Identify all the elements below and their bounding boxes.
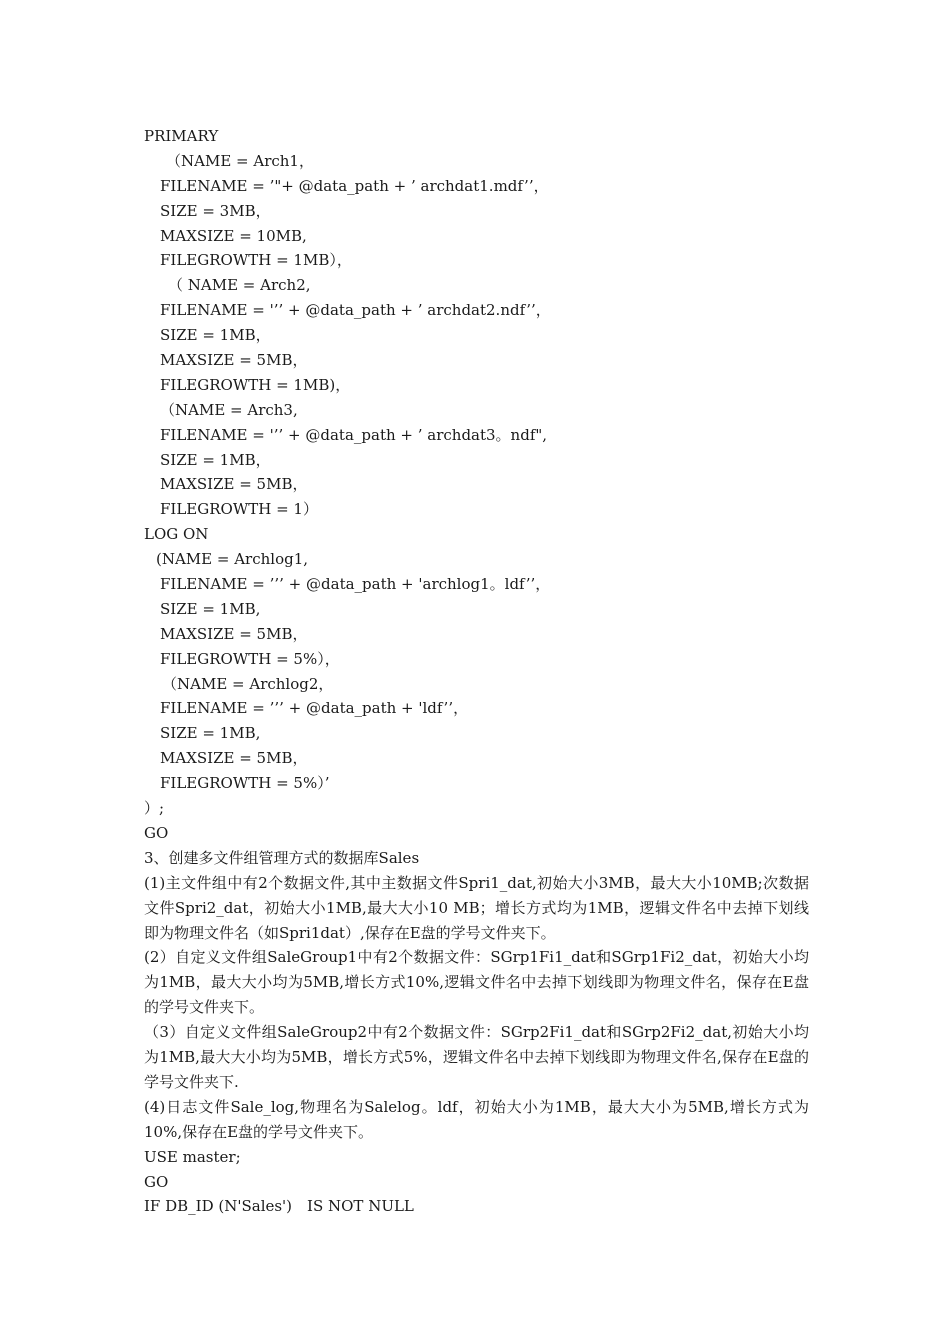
- code-line: FILEGROWTH = 1MB），: [160, 251, 352, 270]
- code-line: GO: [144, 1172, 169, 1191]
- code-line: ）;: [144, 799, 165, 818]
- document-body: [144, 124, 809, 1219]
- section-heading: 3、创建多文件组管理方式的数据库Sales: [144, 848, 420, 867]
- code-line: LOG ON: [144, 525, 209, 544]
- code-line: PRIMARY: [144, 127, 219, 145]
- requirement-paragraph: （3）自定义文件组SaleGroup2中有2个数据文件：SGrp2Fi1_dat和SGrp2Fi2_dat,初始大小均为1MB,最大大小均为5MB，增长方式5%，逻辑文件名中去掉下划线即为物理文件名,保存在E盘的学号文件夹下.: [144, 1023, 809, 1091]
- code-line: （ NAME = Arch2,: [168, 276, 311, 295]
- code-line: GO: [144, 823, 169, 842]
- code-line: SIZE = 1MB,: [160, 599, 261, 618]
- code-line: MAXSIZE = 10MB,: [160, 226, 307, 245]
- requirement-paragraph: (4)日志文件Sale_log,物理名为Salelog。ldf，初始大小为1MB，最大大小为5MB,增长方式为10%,保存在E盘的学号文件夹下。: [144, 1097, 809, 1141]
- code-line: MAXSIZE = 5MB，: [160, 624, 308, 643]
- code-line: SIZE = 3MB，: [160, 201, 271, 220]
- code-line: MAXSIZE = 5MB，: [160, 749, 308, 768]
- code-line: FILEGROWTH = 1MB)，: [160, 375, 351, 394]
- code-line: FILENAME = ’"+ @data_path + ’ archdat1.mdf’’，: [160, 176, 549, 195]
- code-line: FILENAME = ’’’ + @data_path + 'archlog1。ldf’’，: [160, 575, 551, 594]
- code-line: USE master;: [144, 1147, 241, 1166]
- code-line: FILEGROWTH = 5%）’: [160, 774, 330, 793]
- code-line: （NAME = Arch1，: [166, 151, 314, 170]
- code-line: MAXSIZE = 5MB，: [160, 475, 308, 494]
- requirement-paragraph: (2）自定义文件组SaleGroup1中有2个数据文件：SGrp1Fi1_dat和SGrp1Fi2_dat，初始大小均为1MB，最大大小均为5MB,增长方式10%,逻辑文件名中去掉下划线即为物理文件名，保存在E盘的学号文件夹下。: [144, 948, 809, 1017]
- code-line: MAXSIZE = 5MB，: [160, 351, 308, 370]
- code-line: FILENAME = ’’’ + @data_path + 'ldf’’，: [160, 699, 469, 718]
- code-line: FILENAME = '’’ + @data_path + ’ archdat3。ndf",: [160, 425, 548, 444]
- code-line: FILENAME = '’’ + @data_path + ’ archdat2.ndf’’，: [160, 301, 551, 320]
- code-line: SIZE = 1MB，: [160, 450, 271, 469]
- code-line: （NAME = Archlog2，: [162, 674, 334, 693]
- requirement-paragraph: (1)主文件组中有2个数据文件,其中主数据文件Spri1_dat,初始大小3MB，最大大小10MB;次数据文件Spri2_dat，初始大小1MB,最大大小10 MB；增长方式均为1MB，逻辑文件名中去掉下划线即为物理文件名（如Spri1dat）,保存在E盘的学号文件夹下。: [144, 873, 809, 942]
- code-line: SIZE = 1MB,: [160, 724, 261, 743]
- code-line: IF DB_ID (N'Sales') IS NOT NULL: [144, 1197, 414, 1216]
- code-line: FILEGROWTH = 1）: [160, 500, 318, 519]
- code-line: SIZE = 1MB，: [160, 326, 271, 345]
- code-line: FILEGROWTH = 5%），: [160, 649, 340, 668]
- code-line: （NAME = Arch3,: [160, 400, 298, 419]
- code-line: (NAME = Archlog1,: [156, 550, 309, 569]
